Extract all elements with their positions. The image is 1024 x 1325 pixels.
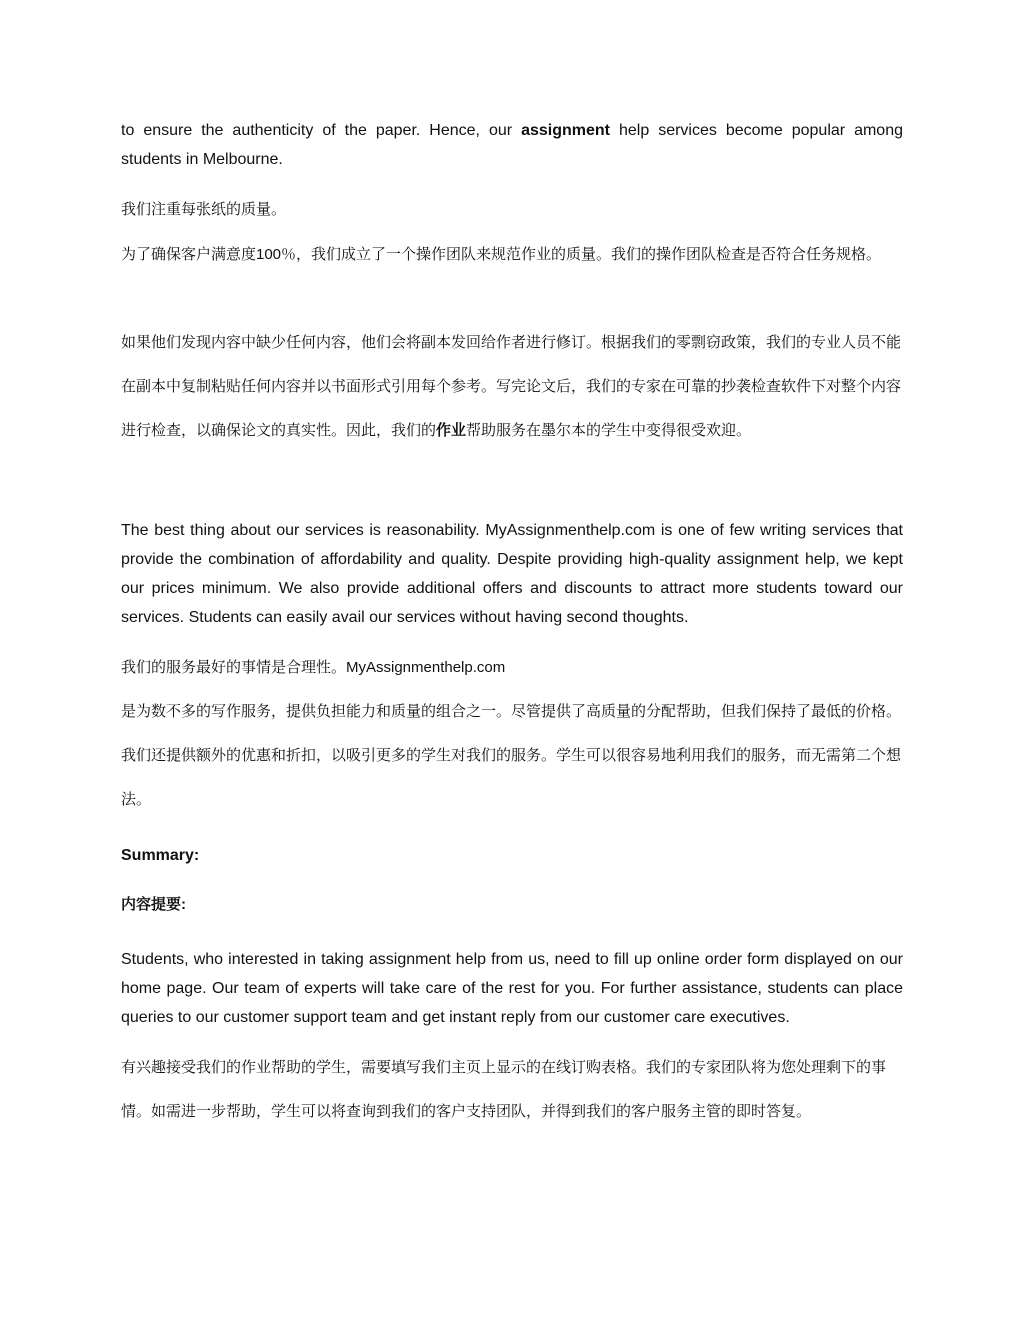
paragraph-reasonability: The best thing about our services is reasonability. MyAssignmenthelp.com is one of few writing services that provide the combination of affordability and quality. Despite providing high-quality assignment help, we kept our prices minimum. We also provide additional offers and discounts to attract more students toward our services. Students can easily avail our services without having second thoughts. <box>121 522 903 626</box>
paragraph-reasonability-zh: 是为数不多的写作服务，提供负担能力和质量的组合之一。尽管提供了高质量的分配帮助，但我们保持了最低的价格。我们还提供额外的优惠和折扣，以吸引更多的学生对我们的服务。学生可以很容易地利用我们的服务，而无需第二个想法。 <box>121 703 902 808</box>
text-segment: 帮助服务在墨尔本的学生中变得很受欢迎。 <box>466 422 752 439</box>
paragraph-revision-zh <box>121 321 903 453</box>
paragraph-authenticity <box>121 116 903 174</box>
paragraph-order-form-zh: 有兴趣接受我们的作业帮助的学生，需要填写我们主页上显示的在线订购表格。我们的专家团队将为您处理剩下的事情。如需进一步帮助，学生可以将查询到我们的客户支持团队，并得到我们的客户服务主管的即时答复。 <box>121 1059 887 1120</box>
paragraph-reasonability-zh-title: 我们的服务最好的事情是合理性。MyAssignmenthelp.com <box>121 659 506 676</box>
summary-heading-zh: 内容提要: <box>121 896 186 913</box>
summary-heading: Summary: <box>121 847 200 864</box>
text-segment: help services become popular among students in Melbourne. <box>121 122 904 168</box>
paragraph-satisfaction-zh: 为了确保客户满意度100％，我们成立了一个操作团队来规范作业的质量。我们的操作团队检查是否符合任务规格。 <box>121 246 882 263</box>
bold-keyword-zuoye: 作业 <box>436 422 467 439</box>
text-segment: to ensure the authenticity of the paper. Hence, our <box>121 122 522 139</box>
paragraph-quality-zh: 我们注重每张纸的质量。 <box>121 201 287 218</box>
paragraph-order-form: Students, who interested in taking assignment help from us, need to fill up online order form displayed on our home page. Our team of experts will take care of the rest for you. For further assistance, students can place queries to our customer support team and get instant reply from our customer care executives. <box>121 951 903 1026</box>
text-segment: 如果他们发现内容中缺少任何内容，他们会将副本发回给作者进行修订。根据我们的零剽窃政策，我们的专业人员不能在副本中复制粘贴任何内容并以书面形式引用每个参考。写完论文后，我们的专家在可靠的抄袭检查软件下对整个内容进行检查，以确保论文的真实性。因此，我们的 <box>121 334 902 439</box>
bold-keyword-assignment: assignment <box>521 122 610 139</box>
